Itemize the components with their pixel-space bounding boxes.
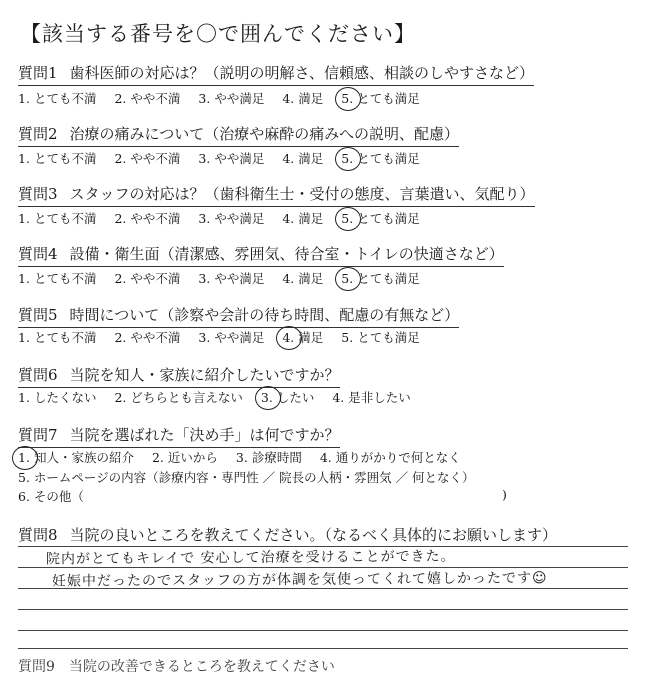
q3-option-3[interactable]: 3. やや満足 [198,211,265,226]
q1-option-2[interactable]: 2. やや不満 [114,91,181,106]
q1-option-4[interactable]: 4. 満足 [282,91,324,106]
q4-option-4[interactable]: 4. 満足 [282,271,324,286]
question-3-options [18,209,434,227]
question-5-title [18,304,459,328]
q4-option-2[interactable]: 2. やや不満 [114,271,181,286]
question-6-text: 当院を知人・家族に紹介したいですか？ [69,366,340,384]
q2-option-1[interactable]: 1. とても不満 [18,151,97,166]
q6-option-3[interactable]: 3. したい [260,390,315,405]
answer-line-6 [18,648,628,649]
question-9-partial: 質問9 当院の改善できるところを教えてください [18,659,335,675]
q2-option-3[interactable]: 3. やや満足 [198,151,265,166]
q4-option-3[interactable]: 3. やや満足 [198,271,265,286]
question-8-title [18,524,557,547]
question-2-text: 治療の痛みについて（治療や麻酔の痛みへの説明、配慮） [69,125,459,143]
question-2-title [18,123,459,147]
q5-option-2[interactable]: 2. やや不満 [114,330,181,345]
q5-option-1[interactable]: 1. とても不満 [18,330,97,345]
q1-option-5[interactable]: 5. とても満足 [341,91,420,106]
q3-option-2[interactable]: 2. やや不満 [114,211,181,226]
q4-option-5[interactable]: 5. とても満足 [341,271,420,286]
q7-option-4[interactable]: 4. 通りがかりで何となく [319,450,461,465]
question-1-number: 質問1 [18,64,58,82]
answer-text-2[interactable]: 妊娠中だったのでスタッフの方が体調を気使ってくれて嬉しかったです☺ [51,570,548,590]
question-3-text: スタッフの対応は？（歯科衛生士・受付の態度、言葉遣い、気配り） [69,185,535,203]
answer-line-5 [18,630,628,631]
q5-option-3[interactable]: 3. やや満足 [198,330,265,345]
question-5-text: 時間について（診察や会計の待ち時間、配慮の有無など） [69,306,460,324]
q3-option-1[interactable]: 1. とても不満 [18,211,97,226]
question-6-number: 質問6 [18,366,58,384]
q7-option-5[interactable]: 5. ホームページの内容（診療内容・専門性 ／ 院長の人柄・雰囲気 ／ 何となく） [18,470,475,485]
page-title: 【該当する番号を〇で囲んでください】 [20,22,416,46]
q2-option-4[interactable]: 4. 満足 [282,151,324,166]
question-8-text: 当院の良いところを教えてください。（なるべく具体的にお願いします） [69,526,558,544]
q7-other-close-paren: ) [502,487,507,502]
q2-option-5[interactable]: 5. とても満足 [341,151,420,166]
question-8-number: 質問8 [18,526,58,544]
answer-line-4 [18,609,628,610]
question-5-options [18,328,434,346]
q6-option-2[interactable]: 2. どちらとも言えない [114,390,243,405]
q3-option-4[interactable]: 4. 満足 [282,211,324,226]
question-4-options [18,269,434,287]
answer-text-1[interactable]: 院内がとてもキレイで 安心して治療を受けることができた。 [45,548,456,568]
q1-option-3[interactable]: 3. やや満足 [198,91,265,106]
question-6-title [18,364,340,388]
question-7-options-line1 [18,448,475,466]
question-1-options [18,89,434,107]
question-5-number: 質問5 [18,306,58,324]
q5-option-4[interactable]: 4. 満足 [282,330,324,345]
question-6-options [18,388,425,406]
question-7-title [18,424,340,448]
q7-option-6[interactable]: 6. その他（ [18,489,84,504]
q7-option-2[interactable]: 2. 近いから [151,450,218,465]
question-7-number: 質問7 [18,426,58,444]
q7-option-3[interactable]: 3. 診療時間 [235,450,302,465]
question-2-number: 質問2 [18,125,58,143]
q5-option-5[interactable]: 5. とても満足 [341,330,420,345]
answer-line-3 [18,588,628,589]
q6-option-4[interactable]: 4. 是非したい [332,390,411,405]
question-4-number: 質問4 [18,245,58,263]
question-4-text: 設備・衛生面（清潔感、雰囲気、待合室・トイレの快適さなど） [69,245,504,263]
q3-option-5[interactable]: 5. とても満足 [341,211,420,226]
question-2-options [18,149,434,167]
q1-option-1[interactable]: 1. とても不満 [18,91,97,106]
q7-option-1[interactable]: 1. 知人・家族の紹介 [18,450,134,465]
question-4-title [18,243,504,267]
question-1-text: 歯科医師の対応は？（説明の明解さ、信頼感、相談のしやすさなど） [69,64,534,82]
question-3-title [18,183,535,207]
q6-option-1[interactable]: 1. したくない [18,390,97,405]
question-7-text: 当院を選ばれた「決め手」は何ですか？ [69,426,340,444]
question-1-title [18,62,534,86]
q2-option-2[interactable]: 2. やや不満 [114,151,181,166]
question-3-number: 質問3 [18,185,58,203]
q4-option-1[interactable]: 1. とても不満 [18,271,97,286]
